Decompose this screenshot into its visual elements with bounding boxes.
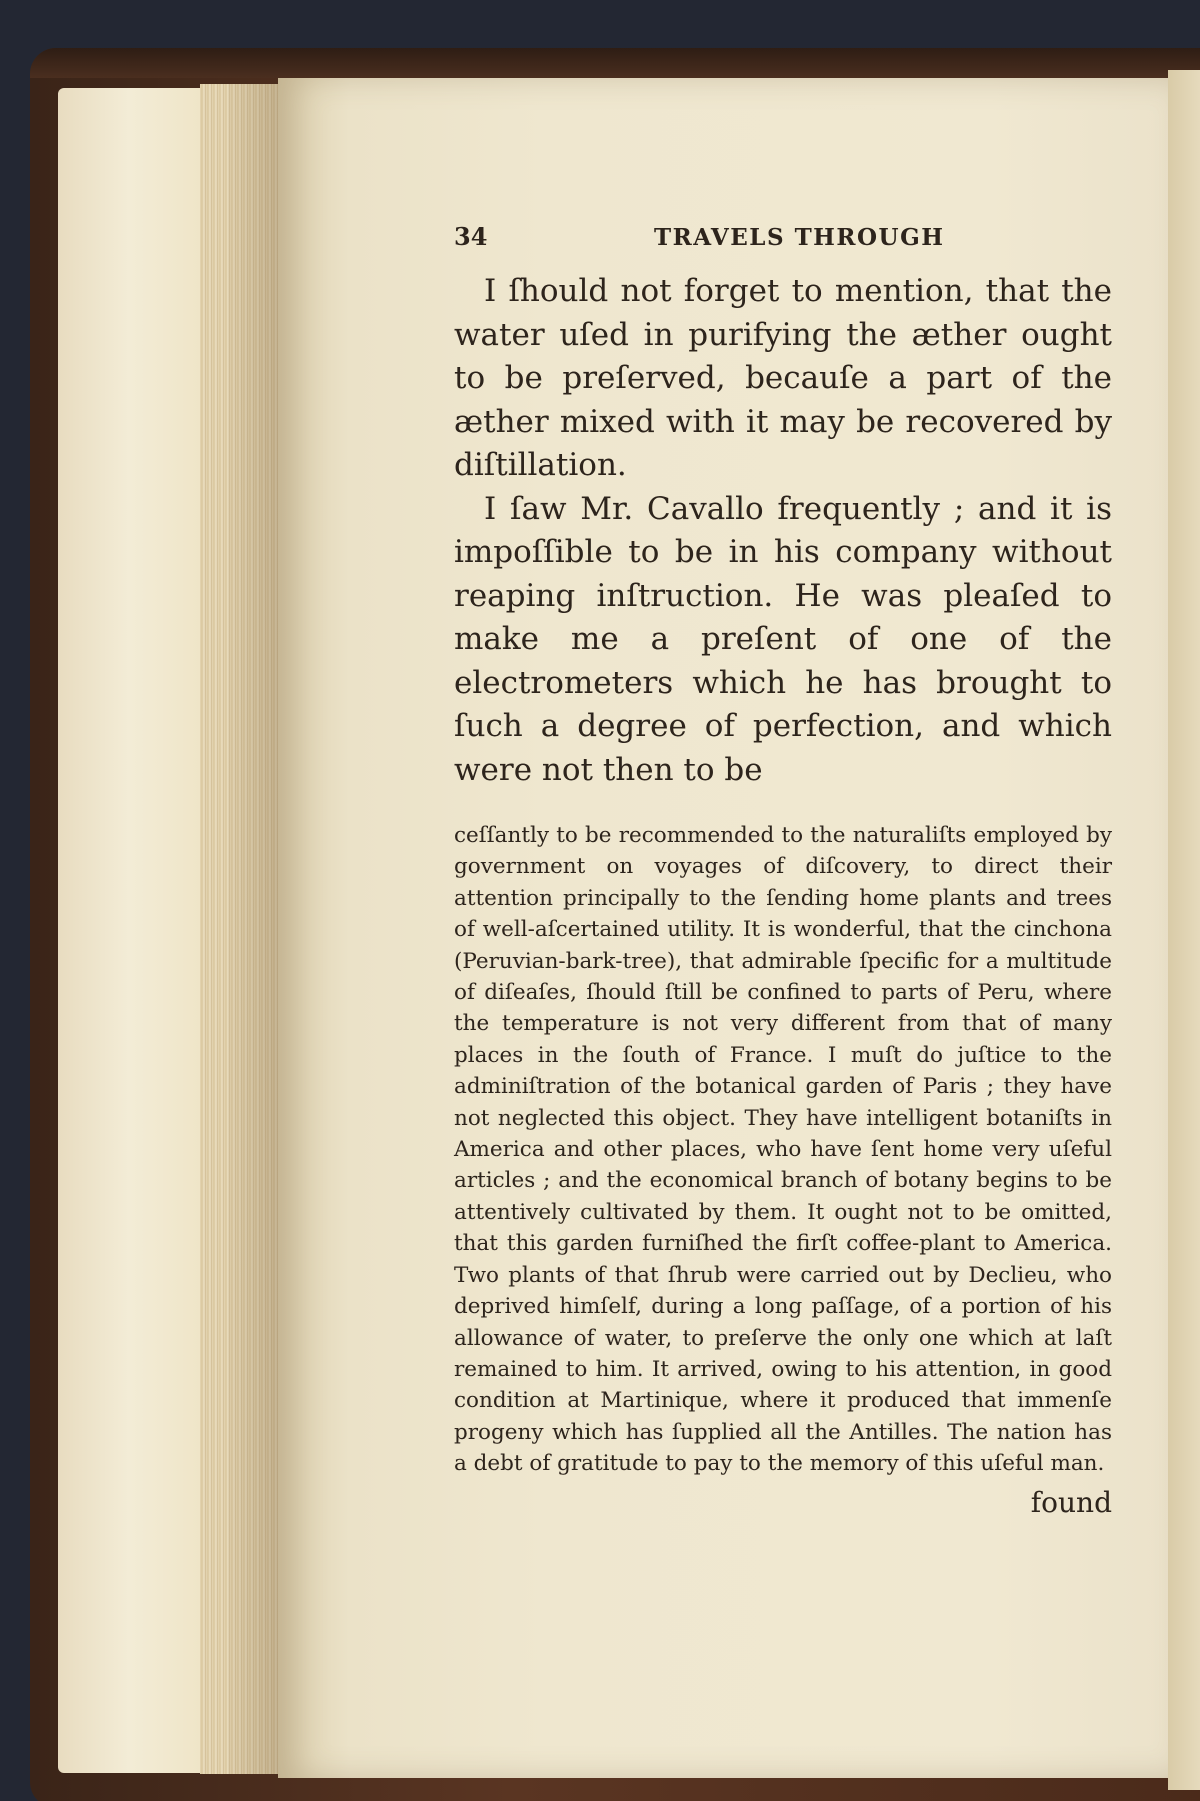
page-number: 34 xyxy=(454,222,488,251)
running-head xyxy=(454,220,1112,260)
facing-page-edge xyxy=(1168,70,1200,1790)
body-paragraph: I ſaw Mr. Cavallo frequently ; and it is impoſſible to be in his company without reaping inſtruction. He was pleaſed to make me a preſent of one of the electrometers which he has brought to ſuch a degree of perfection, and which were not then to be xyxy=(454,490,1112,788)
running-title: TRAVELS THROUGH xyxy=(654,224,945,251)
book-binding-top xyxy=(30,48,1200,78)
body-paragraph: I ſhould not forget to mention, that the water uſed in purifying the æther ought to be preſerved, becauſe a part of the æther mixed with it may be recovered by diſtillation. xyxy=(454,273,1112,483)
text-block xyxy=(454,220,1112,1519)
footnote: ceſſantly to be recommended to the naturaliſts employed by government on voyages of diſcovery, to direct their attention principally to the ſending home plants and trees of well-aſcertained utility. It is wonderful, that the cinchona (Peruvian-bark-tree), that admirable ſpecific for a multitude of diſeaſes, ſhould ſtill be confined to parts of Peru, where the temperature is not very different from that of many places in the ſouth of France. I muſt do juſtice to the adminiſtration of the botanical garden of Paris ; they have not neglected this object. They have intelligent botaniſts in America and other places, who have ſent home very uſeful articles ; and the economical branch of botany begins to be attentively cultivated by them. It ought not to be omitted, that this garden furniſhed the firſt coffee-plant to America. Two plants of that ſhrub were carried out by Declieu, who deprived himſelf, during a long paſſage, of a portion of his allowance of water, to preſerve the only one which at laſt remained to him. It arrived, owing to his attention, in good condition at Martinique, where it produced that immenſe progeny which has ſupplied all the Antilles. The nation has a debt of gratitude to pay to the memory of this uſeful man. xyxy=(454,823,1112,1477)
endpaper xyxy=(58,88,200,1773)
catchword: found xyxy=(1030,1485,1112,1519)
